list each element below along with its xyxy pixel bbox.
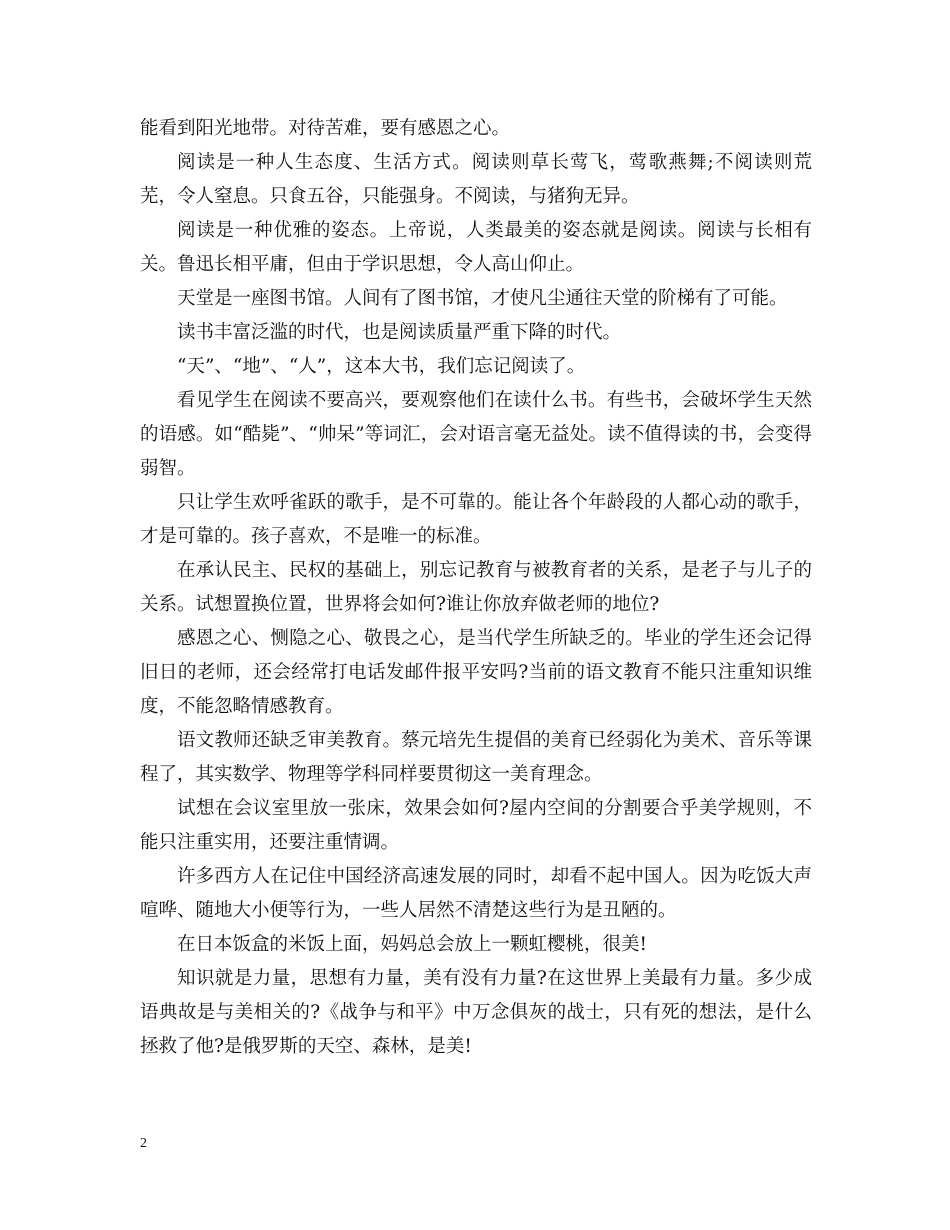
paragraph: 天堂是一座图书馆。人间有了图书馆，才使凡尘通往天堂的阶梯有了可能。 bbox=[177, 288, 788, 309]
paragraph: “天”、“地”、“人”，这本大书，我们忘记阅读了。 bbox=[177, 356, 586, 377]
page-number: 2 bbox=[140, 1136, 147, 1151]
paragraph: 读书丰富泛滥的时代，也是阅读质量严重下降的时代。 bbox=[177, 322, 622, 343]
paragraph: 看见学生在阅读不要高兴，要观察他们在读什么书。有些书，会破坏学生天然的语感。如“酷毙”、“帅呆”等词汇，会对语言毫无益处。读不值得读的书，会变得弱智。 bbox=[140, 390, 812, 479]
paragraph: 能看到阳光地带。对待苦难，要有感恩之心。 bbox=[140, 118, 511, 139]
paragraph: 只让学生欢呼雀跃的歌手，是不可靠的。能让各个年龄段的人都心动的歌手，才是可靠的。孩子喜欢，不是唯一的标准。 bbox=[140, 492, 812, 547]
paragraph: 语文教师还缺乏审美教育。蔡元培先生提倡的美育已经弱化为美术、音乐等课程了，其实数学、物理等学科同样要贯彻这一美育理念。 bbox=[140, 730, 812, 785]
paragraph: 感恩之心、恻隐之心、敬畏之心，是当代学生所缺乏的。毕业的学生还会记得旧日的老师，还会经常打电话发邮件报平安吗?当前的语文教育不能只注重知识维度，不能忽略情感教育。 bbox=[140, 628, 812, 717]
paragraph: 许多西方人在记住中国经济高速发展的同时，却看不起中国人。因为吃饭大声喧哗、随地大小便等行为，一些人居然不清楚这些行为是丑陋的。 bbox=[140, 866, 812, 921]
document-body bbox=[140, 112, 812, 1064]
paragraph: 阅读是一种人生态度、生活方式。阅读则草长莺飞，莺歌燕舞;不阅读则荒芜，令人窒息。只食五谷，只能强身。不阅读，与猪狗无异。 bbox=[140, 152, 812, 207]
paragraph: 在日本饭盒的米饭上面，妈妈总会放上一颗虹樱桃，很美! bbox=[177, 934, 647, 955]
paragraph: 知识就是力量，思想有力量，美有没有力量?在这世界上美最有力量。多少成语典故是与美相关的?《战争与和平》中万念俱灰的战士，只有死的想法，是什么拯救了他?是俄罗斯的天空、森林，是美! bbox=[140, 968, 812, 1057]
paragraph: 试想在会议室里放一张床，效果会如何?屋内空间的分割要合乎美学规则，不能只注重实用，还要注重情调。 bbox=[140, 798, 812, 853]
paragraph: 阅读是一种优雅的姿态。上帝说，人类最美的姿态就是阅读。阅读与长相有关。鲁迅长相平庸，但由于学识思想，令人高山仰止。 bbox=[140, 220, 812, 275]
paragraph: 在承认民主、民权的基础上，别忘记教育与被教育者的关系，是老子与儿子的关系。试想置换位置，世界将会如何?谁让你放弃做老师的地位? bbox=[140, 560, 812, 615]
